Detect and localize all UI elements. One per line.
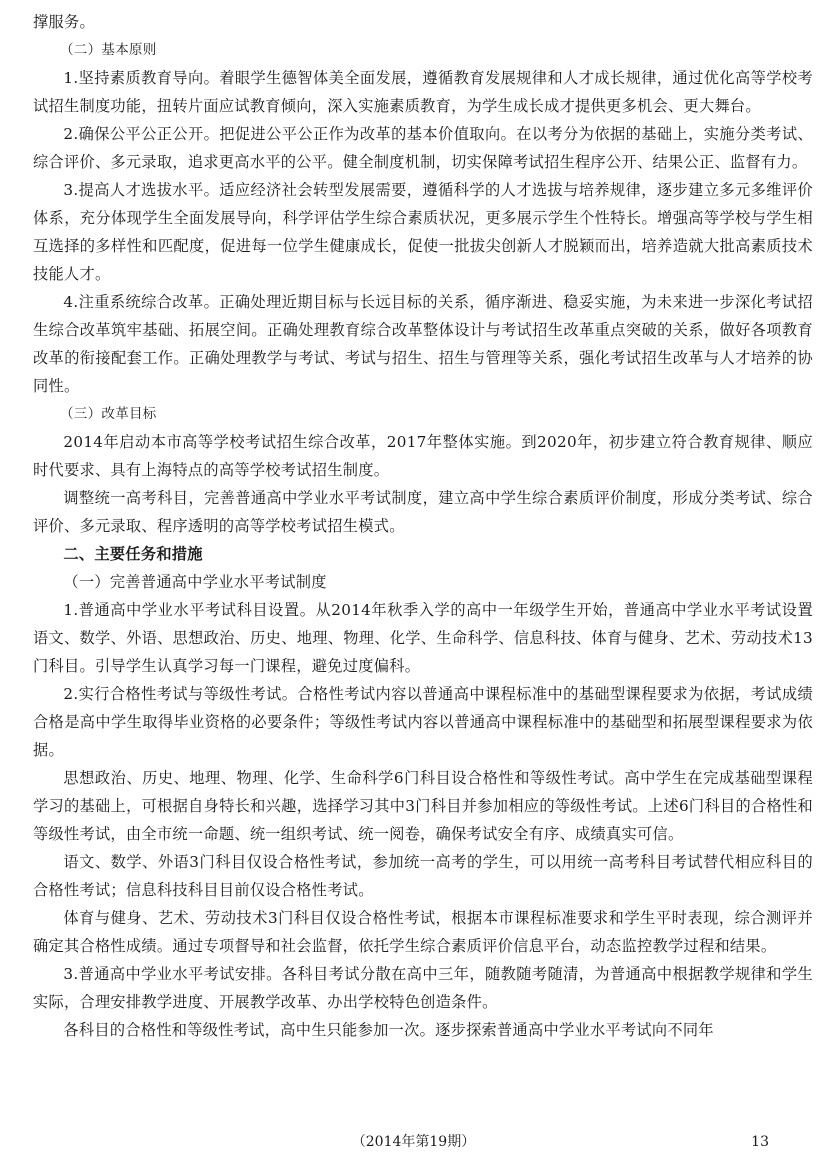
page-number: 13 [751,1134,769,1150]
page-footer [0,1130,827,1154]
paragraph-task-1: 1.普通高中学业水平考试科目设置。从2014年秋季入学的高中一年级学生开始，普通高中学业水平考试设置语文、数学、外语、思想政治、历史、地理、物理、化学、生命科学、信息科技、体育与健身、艺术、劳动技术13门科目。引导学生认真学习每一门课程，避免过度偏科。 [33,601,813,675]
section-heading-basic-principles: （二）基本原则 [60,42,157,58]
paragraph-task-3-detail: 各科目的合格性和等级性考试，高中生只能参加一次。逐步探索普通高中学业水平考试向不同年 [63,1021,714,1039]
paragraph-task-2-detail-c: 体育与健身、艺术、劳动技术3门科目仅设合格性考试，根据本市课程标准要求和学生平时表现，综合测评并确定其合格性成绩。通过专项督导和社会监督，依托学生综合素质评价信息平台，动态监控教学过程和结果。 [33,909,813,955]
paragraph-principle-2: 2.确保公平公正公开。把促进公平公正作为改革的基本价值取向。在以考分为依据的基础上，实施分类考试、综合评价、多元录取，追求更高水平的公平。健全制度机制，切实保障考试招生程序公开、结果公正、监督有力。 [33,125,813,171]
section-heading-main-tasks: 二、主要任务和措施 [63,545,203,563]
issue-label: （2014年第19期） [351,1134,476,1150]
paragraph-principle-3: 3.提高人才选拔水平。适应经济社会转型发展需要，遵循科学的人才选拔与培养规律，逐步建立多元多维评价体系，充分体现学生全面发展导向，科学评估学生综合素质状况，更多展示学生个性特长。增强高等学校与学生相互选择的多样性和匹配度，促进每一位学生健康成长，促使一批拔尖创新人才脱颖而出，培养造就大批高素质技术技能人才。 [33,181,813,283]
paragraph-principle-4: 4.注重系统综合改革。正确处理近期目标与长远目标的关系，循序渐进、稳妥实施，为未来进一步深化考试招生综合改革筑牢基础、拓展空间。正确处理教育综合改革整体设计与考试招生改革重点突破的关系，做好各项教育改革的衔接配套工作。正确处理教学与考试、考试与招生、招生与管理等关系，强化考试招生改革与人才培养的协同性。 [33,293,813,395]
document-body [33,8,813,1044]
paragraph-task-2-detail-a: 思想政治、历史、地理、物理、化学、生命科学6门科目设合格性和等级性考试。高中学生在完成基础型课程学习的基础上，可根据自身特长和兴趣，选择学习其中3门科目并参加相应的等级性考试。上述6门科目的合格性和等级性考试，由全市统一命题、统一组织考试、统一阅卷，确保考试安全有序、成绩真实可信。 [33,769,813,843]
paragraph-task-3: 3.普通高中学业水平考试安排。各科目考试分散在高中三年，随教随考随清，为普通高中根据教学规律和学生实际，合理安排教学进度、开展教学改革、办出学校特色创造条件。 [33,965,813,1011]
paragraph-goal-2: 调整统一高考科目，完善普通高中学业水平考试制度，建立高中学生综合素质评价制度，形成分类考试、综合评价、多元录取、程序透明的高等学校考试招生模式。 [33,489,813,535]
paragraph-continuation: 撑服务。 [33,13,95,31]
paragraph-goal-1: 2014年启动本市高等学校考试招生综合改革，2017年整体实施。到2020年，初步建立符合教育规律、顺应时代要求、具有上海特点的高等学校考试招生制度。 [33,433,813,479]
section-heading-reform-goals: （三）改革目标 [60,406,157,422]
paragraph-task-2-detail-b: 语文、数学、外语3门科目仅设合格性考试，参加统一高考的学生，可以用统一高考科目考试替代相应科目的合格性考试；信息科技科目目前仅设合格性考试。 [33,853,813,899]
paragraph-task-2: 2.实行合格性考试与等级性考试。合格性考试内容以普通高中课程标准中的基础型课程要求为依据，考试成绩合格是高中学生取得毕业资格的必要条件；等级性考试内容以普通高中课程标准中的基础型和拓展型课程要求为依据。 [33,685,813,759]
paragraph-principle-1: 1.坚持素质教育导向。着眼学生德智体美全面发展，遵循教育发展规律和人才成长规律，通过优化高等学校考试招生制度功能，扭转片面应试教育倾向，深入实施素质教育，为学生成长成才提供更多机会、更大舞台。 [33,69,813,115]
subsection-heading-exam-system: （一）完善普通高中学业水平考试制度 [63,573,327,591]
